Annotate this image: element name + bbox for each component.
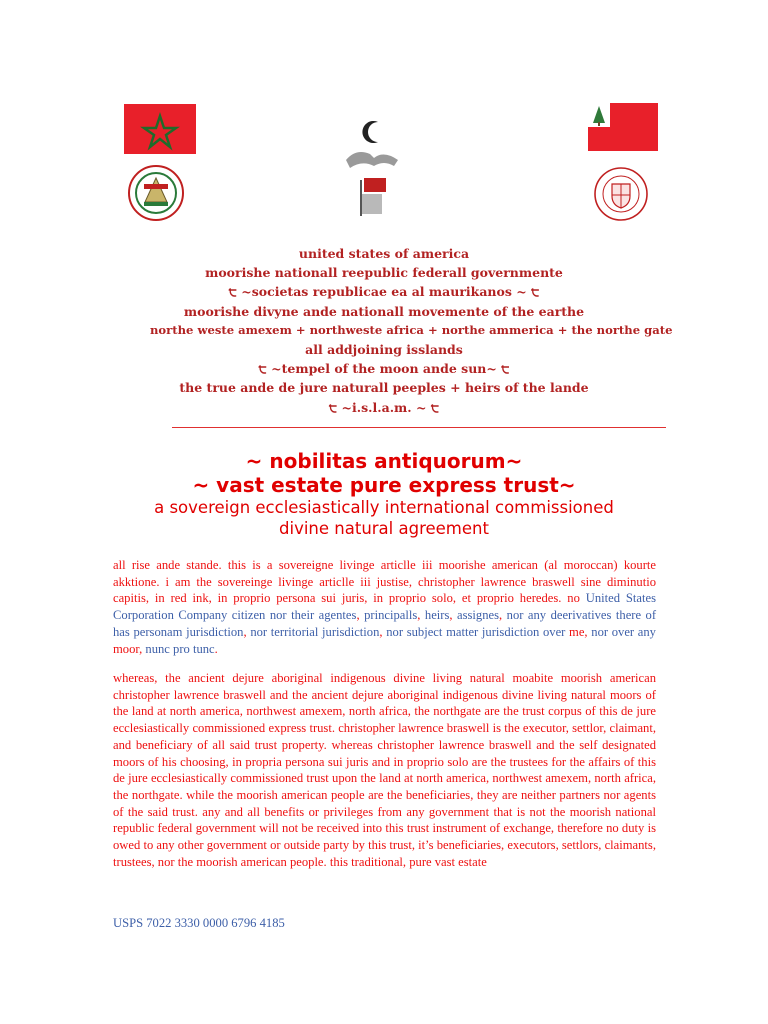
left-seal-image <box>127 164 185 222</box>
header-line <box>150 359 618 378</box>
ornament-glyph: ੮ <box>258 361 267 377</box>
text-run-blue: nor over any <box>591 624 656 639</box>
paragraph-1 <box>113 557 656 657</box>
ornament-glyph: ੮ <box>531 284 540 300</box>
text-run: , <box>356 608 365 623</box>
title-line-1: ~ nobilitas antiquorum~ <box>245 449 523 473</box>
text-run-blue: nor territorial jurisdiction <box>250 624 380 639</box>
text-run-blue: heirs <box>424 608 450 623</box>
header-line <box>150 398 618 417</box>
header-line-text: ~i.s.l.a.m. ~ <box>341 399 427 415</box>
title-line-2: ~ vast estate pure express trust~ <box>192 473 576 497</box>
header-divider <box>172 427 666 428</box>
text-run: , <box>417 608 425 623</box>
header-line-text: ~societas republicae ea al maurikanos ~ <box>241 284 527 300</box>
header-line: moorishe divyne ande nationall movemente of the earthe <box>183 303 585 319</box>
header-line: all addjoining isslands <box>305 342 463 358</box>
text-run: , <box>243 624 251 639</box>
text-run-blue: principalls <box>364 608 418 623</box>
title-line-4: divine natural agreement <box>279 519 489 538</box>
text-run: . <box>214 641 218 656</box>
moroccan-flag-image <box>124 104 196 154</box>
ornament-glyph: ੮ <box>430 399 440 415</box>
text-run-blue: nor subject matter jurisdiction over <box>386 624 566 639</box>
header-line-text: ~tempel of the moon ande sun~ <box>271 361 497 377</box>
text-run: , <box>379 624 387 639</box>
text-run: , <box>499 608 507 623</box>
right-seal-image <box>593 166 649 222</box>
text-run-blue: assignes <box>457 608 499 623</box>
text-run: me, <box>565 624 592 639</box>
crescent-emblem-image <box>342 118 402 222</box>
title-line-3: a sovereign ecclesiastically international commissioned <box>154 498 614 517</box>
header-line: northe weste amexem + northweste africa + northe ammerica + the northe gate <box>150 322 673 337</box>
text-run-blue: nor any deerivatives there of has personam jurisdiction <box>113 608 657 639</box>
header-line: united states of america <box>298 246 470 261</box>
ornament-glyph: ੮ <box>228 284 237 300</box>
paragraph-2: whereas, the ancient dejure aboriginal indigenous divine living natural moabite moorish american christopher lawrence braswell and the ancient dejure aboriginal indigenous divine living natural moors of the land at north america, northwest amexem, north africa, the northgate are the trust corpus of this de jure ecclesiastically commissioned express trust. christopher lawrence braswell is the executor, settlor, claimant, and beneficiary of all said trust property. whereas christopher lawrence braswell and the self designated moors of his choosing, in propria persona sui juris and in proprio solo are the trustees for the affairs of this de jure ecclesiastically commissioned trust upon the land at north america, northwest amexem, north africa, the northgate. while the moorish american people are the beneficiaries, they are neither partners nor agents of the said trust. any and all benefits or privileges from any government that is not the moorish national republic federal government will not be received into this trust instrument of exchange, therefore no duty is owed to any other government or outside party by this trust, it’s beneficiaries, executors, settlors, claimants, trustees, nor the moorish american people. this traditional, pure vast estate <box>113 671 656 869</box>
text-run-blue: United States Corporation Company citizen nor their agentes <box>113 591 656 623</box>
text-run: moor, <box>113 641 146 656</box>
text-run: , <box>449 608 458 623</box>
header-line <box>150 282 618 301</box>
header-block <box>150 244 673 417</box>
header-line: the true ande de jure naturall peeples + heirs of the lande <box>179 380 589 396</box>
tracking-number: USPS 7022 3330 0000 6796 4185 <box>113 916 285 930</box>
header-line: moorishe nationall reepublic federall governmente <box>205 265 563 281</box>
text-run: all rise ande stande. this is a sovereigne livinge articlle iii moorishe american (al moroccan) kourte akktione. i am the sovereinge livinge articlle iii justise, christopher lawrence braswell sine diminutio capitis, in red ink, in proprio persona sui juris, in proprio solo, et proprio heredes. no <box>113 558 656 606</box>
text-run-blue: nunc pro tunc <box>145 641 215 656</box>
ornament-glyph: ੮ <box>501 361 510 377</box>
tree-flag-image <box>588 103 658 151</box>
ornament-glyph: ੮ <box>328 399 338 415</box>
